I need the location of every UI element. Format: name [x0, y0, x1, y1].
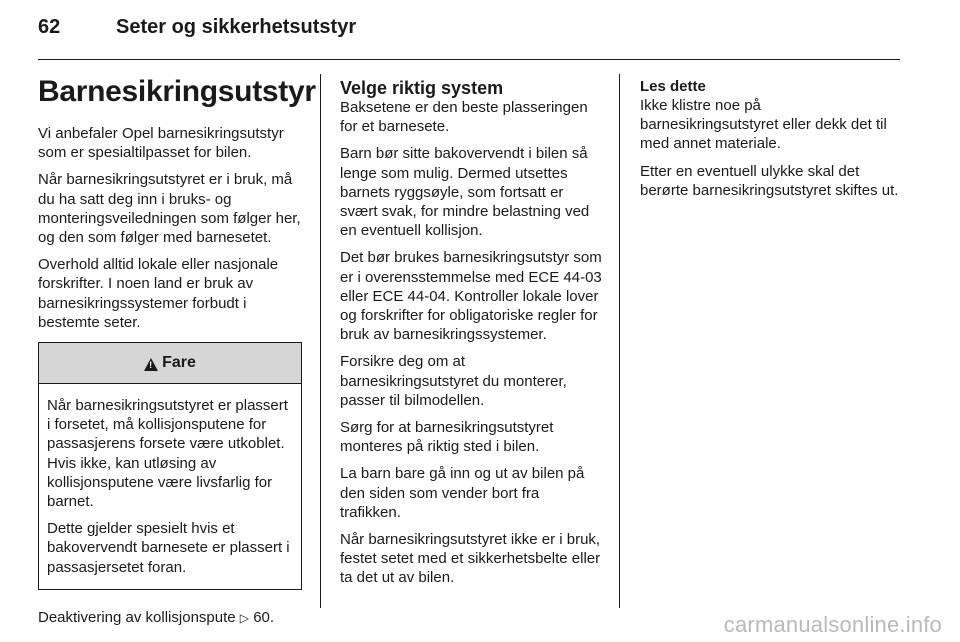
- paragraph: La barn bare gå inn og ut av bilen på den siden som vender bort fra trafikken.: [340, 465, 585, 521]
- subsection-heading: Velge riktig system: [340, 78, 504, 98]
- paragraph: Vi anbefaler Opel barnesikringsutstyr som er spesialtilpasset for bilen.: [38, 125, 284, 162]
- warning-title: Fare: [162, 354, 196, 372]
- page-number: 62: [38, 16, 61, 38]
- cross-reference[interactable]: [38, 608, 302, 628]
- paragraph: Det bør brukes barnesikringsutstyr som er i overensstemmelse med ECE 44-03 eller ECE 44-04. Kontroller lokale lover og forskrifter for obligatoriske regler for bruk av barnesikringssystemer.: [340, 249, 602, 344]
- cross-reference-text: Deaktivering av kollisjonspute: [38, 608, 236, 626]
- page-header: [38, 16, 356, 48]
- column-1: [38, 74, 316, 636]
- reference-arrow-icon: ▷: [239, 610, 250, 625]
- header-rule: [38, 59, 900, 60]
- paragraph: Når barnesikringsutstyret er i bruk, må du ha satt deg inn i bruks- og monteringsveiledningen som følger her, og den som følger med barnesetet.: [38, 171, 301, 247]
- warning-triangle-icon: [144, 358, 158, 371]
- column-divider-1: [320, 74, 321, 608]
- watermark: carmanualsonline.info: [723, 612, 942, 637]
- paragraph: Overhold alltid lokale eller nasjonale forskrifter. I noen land er bruk av barnesikringssystemer forbudt i bestemte seter.: [38, 256, 279, 331]
- column-divider-2: [619, 74, 620, 608]
- paragraph: Forsikre deg om at barnesikringsutstyret du monterer, passer til bilmodellen.: [340, 353, 567, 409]
- paragraph: Baksetene er den beste plasseringen for et barnesete.: [340, 99, 588, 136]
- paragraph: Når barnesikringsutstyret ikke er i bruk, festet setet med et sikkerhetsbelte eller ta det ut av bilen.: [340, 531, 601, 587]
- section-heading: Barnesikringsutstyr: [38, 75, 316, 108]
- running-title: Seter og sikkerhetsutstyr: [116, 16, 357, 38]
- warning-paragraph: Når barnesikringsutstyret er plassert i forsetet, må kollisjonsputene for passasjerens forsete være utkoblet. Hvis ikke, kan utløsing av kollisjonsputene være livsfarlig for barnet.: [47, 397, 288, 511]
- paragraph: Sørg for at barnesikringsutstyret monteres på riktig sted i bilen.: [340, 419, 554, 456]
- column-2: [340, 78, 604, 596]
- column-3: [640, 78, 902, 208]
- note-paragraph: Ikke klistre noe på barnesikringsutstyret eller dekk det til med annet materiale.: [640, 97, 887, 153]
- note-heading: Les dette: [640, 78, 706, 95]
- warning-box: [38, 342, 302, 590]
- warning-paragraph: Dette gjelder spesielt hvis et bakovervendt barnesete er plassert i passasjersetet foran.: [47, 520, 290, 576]
- cross-reference-page: 60.: [253, 608, 275, 626]
- warning-header: [39, 343, 301, 384]
- note-paragraph: Etter en eventuell ulykke skal det berørte barnesikringsutstyret skiftes ut.: [640, 162, 899, 199]
- warning-body: [39, 384, 301, 589]
- paragraph: Barn bør sitte bakovervendt i bilen så lenge som mulig. Dermed utsettes barnets ryggsøyle, som fortsatt er svært svak, for mindre belastning ved en eventuell kollisjon.: [340, 145, 590, 240]
